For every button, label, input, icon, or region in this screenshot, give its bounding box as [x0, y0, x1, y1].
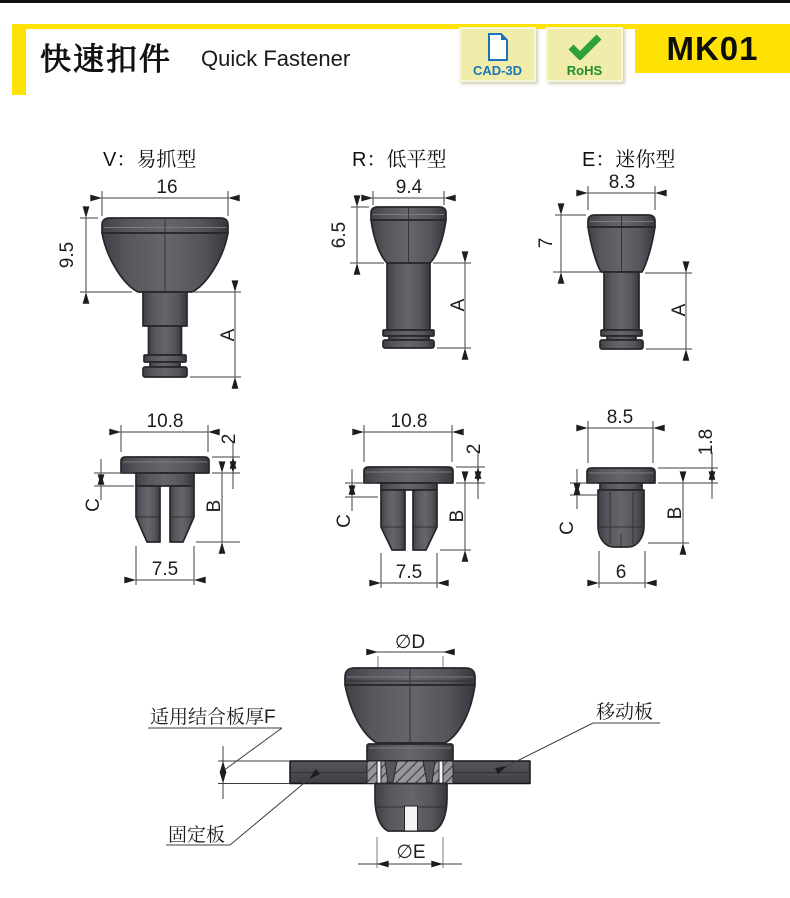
cad-3d-badge-label: CAD-3D	[472, 63, 523, 78]
r-socket-prong-left	[381, 490, 405, 550]
e-head-shank-dim: A	[669, 303, 690, 317]
assembly-head-dia-dim: ∅D	[394, 632, 426, 653]
v-socket-bottom-dim: 7.5	[151, 559, 179, 580]
v-socket-prong-right	[170, 486, 194, 542]
v-socket-flange	[121, 457, 209, 473]
r-head-shank-dim: A	[448, 298, 469, 312]
v-socket-flange-thickness-dim: 2	[219, 433, 240, 445]
e-head-height-dim: 7	[536, 237, 557, 249]
assembly-plate-thickness-label: 适用结合板厚F	[150, 707, 276, 728]
e-head-drawing	[536, 172, 692, 349]
section-label-e-type: E：迷你型	[582, 149, 676, 171]
r-socket-body-height-dim: B	[447, 509, 468, 523]
v-socket-neck-dim: C	[83, 498, 104, 512]
rohs-badge-label: RoHS	[566, 63, 603, 78]
v-head-shank-upper	[143, 292, 187, 326]
v-head-height-dim: 9.5	[57, 241, 78, 269]
r-socket-width-dim: 10.8	[390, 411, 428, 432]
v-socket-neck	[136, 473, 194, 486]
v-head-width-dim: 16	[156, 177, 178, 198]
e-socket-flange-thickness-dim: 1.8	[696, 428, 717, 456]
e-socket-body-height-dim: B	[665, 506, 686, 520]
v-head-shank-dim: A	[218, 328, 239, 342]
v-head-drawing	[57, 177, 241, 377]
assembly-fixed-plate-label: 固定板	[168, 825, 226, 846]
r-socket-bottom-dim: 7.5	[395, 562, 423, 583]
v-socket-body-height-dim: B	[204, 499, 225, 513]
r-socket-flange	[364, 467, 453, 483]
r-socket-neck-dim: C	[334, 514, 355, 528]
r-head-height-dim: 6.5	[329, 221, 350, 249]
e-head-shank	[604, 272, 639, 330]
e-socket-drawing	[557, 407, 718, 588]
e-socket-flange	[587, 468, 655, 483]
e-socket-bottom-dim: 6	[615, 562, 627, 583]
r-socket-prong-right	[413, 490, 437, 550]
r-head-shank	[387, 263, 430, 330]
r-socket-drawing	[334, 411, 485, 588]
e-socket-width-dim: 8.5	[606, 407, 634, 428]
assembly-leg-dia-dim: ∅E	[396, 842, 426, 863]
assembly-leg-split-gap	[405, 806, 418, 831]
r-head-width-dim: 9.4	[395, 177, 423, 198]
page-title-en: Quick Fastener	[201, 46, 351, 71]
page-title-cn: 快速扣件	[40, 42, 172, 77]
assembly-drawing	[148, 632, 660, 868]
section-label-r-type: R：低平型	[352, 149, 447, 171]
section-label-v-type: V：易抓型	[103, 149, 197, 171]
assembly-grommet-flange	[367, 744, 453, 761]
r-socket-flange-thickness-dim: 2	[464, 443, 485, 455]
model-code-badge: MK01	[635, 24, 790, 73]
e-socket-neck-dim: C	[557, 521, 578, 535]
assembly-moving-plate-label: 移动板	[596, 702, 654, 723]
v-socket-prong-left	[136, 486, 160, 542]
e-socket-neck	[600, 483, 642, 490]
r-head-drawing	[329, 177, 471, 348]
r-socket-neck	[381, 483, 437, 490]
v-head-shank-lower	[149, 326, 182, 355]
v-socket-width-dim: 10.8	[146, 411, 184, 432]
v-socket-drawing	[83, 411, 240, 585]
e-head-width-dim: 8.3	[608, 172, 636, 193]
